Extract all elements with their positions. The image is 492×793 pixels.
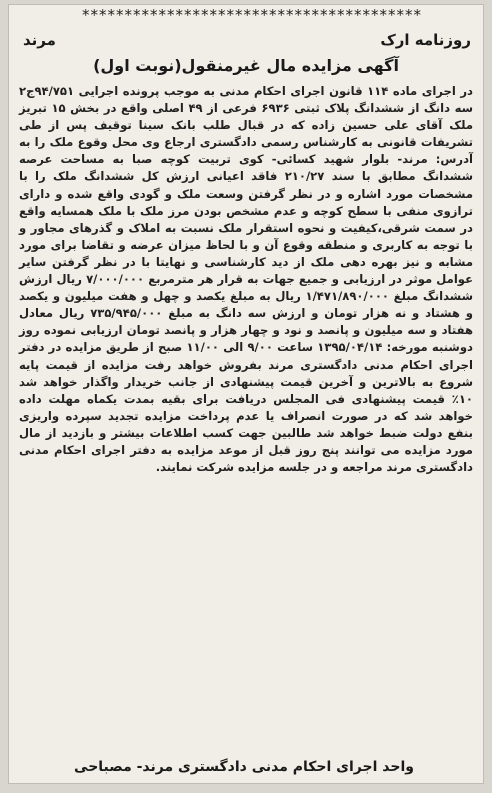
notice-body — [19, 83, 473, 476]
newspaper-clipping — [8, 4, 484, 784]
city-name: مرند — [23, 31, 56, 49]
newspaper-name: روزنامه ارک — [380, 31, 471, 49]
notice-title: آگهی مزایده مال غیرمنقول(نوبت اول) — [93, 56, 399, 75]
star-border: **************************************** — [82, 7, 422, 23]
notice-signature: واحد اجرای احکام مدنی دادگستری مرند- مصباحی — [74, 759, 414, 775]
notice-paragraph: در اجرای ماده ۱۱۴ قانون اجرای احکام مدنی به موجب پرونده اجرایی ۹۴/۷۵۱ج۲ سه دانگ از ششدانگ پلاک ثبتی ۶۹۳۶ فرعی از ۴۹ اصلی واقع در بخش ۱۵ تبریز ملک آقای علی حسین زاده که در قبال طلب بانک سینا توقیف پس از طی تشریفات قانونی به کارشناس رسمی دادگستری ارجاع وی محل وقوع ملک را به آدرس: مرند- بلوار شهید کسائی- کوی تربیت کوچه صبا به مساحت عرصه ششدانگ مطابق با سند ۲۱۰/۲۷ فاقد اعیانی ارزش کل ششدانگ ملک را با مشخصات مورد اشاره و در نظر گرفتن وسعت ملک و گودی واقع شده و دارای ترازوی منفی با سطح کوچه و عدم مشخص بودن مرز ملک با ملک همسایه واقع در سمت شرقی،کیفیت و نحوه استقرار ملک نسبت به املاک و گذرهای مجاور و با توجه به کاربری و منطقه وقوع آن و با لحاظ میزان عرضه و تقاضا برای مورد مشابه و نیز بهره دهی ملک از دید کارشناسی و نهایتا با در نظر گرفتن سایر عوامل موثر در ارزیابی و جمیع جهات به قرار هر مترمربع ۷/۰۰۰/۰۰۰ ریال ارزش ششدانگ مبلغ ۱/۴۷۱/۸۹۰/۰۰۰ ریال به مبلغ یکصد و چهل و هفت میلیون و یکصد و هشتاد و نه هزار تومان و ارزش سه دانگ به مبلغ ۷۳۵/۹۴۵/۰۰۰ ریال معادل هفتاد و سه میلیون و پانصد و نود و چهار هزار و پانصد تومان ارزیابی نموده روز دوشنبه مورخه: ۱۳۹۵/۰۴/۱۴ ساعت ۹/۰۰ الی ۱۱/۰۰ صبح از طریق مزایده در دفتر اجرای احکام مدنی دادگستری مرند بفروش خواهد رفت مزایده از قیمت پایه شروع به بالاترین و آخرین قیمت پیشنهادی از جانب خریدار واگذار خواهد شد ۱۰٪ قیمت پیشنهادی فی المجلس دریافت برای بقیه بمدت یکماه مهلت داده خواهد شد که در صورت انصراف یا عدم پرداخت مزایده تجدید سپرده واریزی بنفع دولت ضبط خواهد شد طالبین جهت کسب اطلاعات بیشتر و بازدید از مال مورد مزایده می توانند پنج روز قبل از موعد مزایده به دفتر اجرای احکام مدنی دادگستری مرند مراجعه و در جلسه مزایده شرکت نمایند. — [19, 84, 474, 475]
masthead — [23, 29, 471, 51]
